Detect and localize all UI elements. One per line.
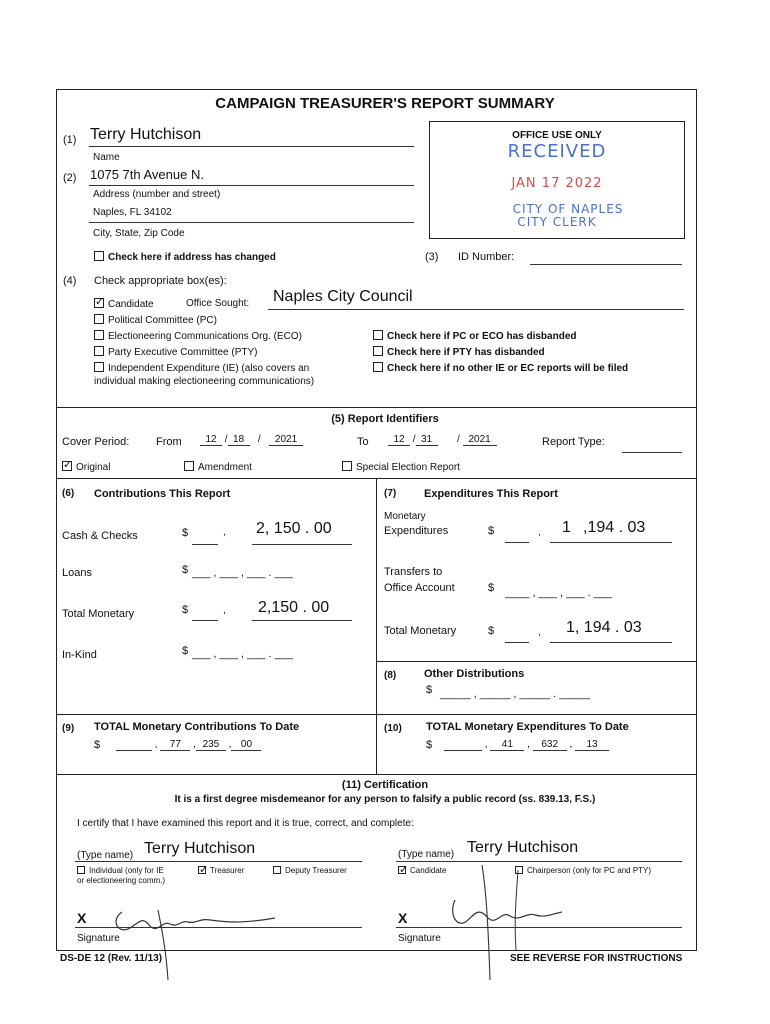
total-expenditures-value[interactable]: 1, 194 . 03 xyxy=(566,619,642,636)
other-distributions-field[interactable]: _____ , _____ , _____ . _____ xyxy=(440,688,590,700)
section-10-number: (10) xyxy=(384,723,402,734)
misdemeanor-warning: It is a first degree misdemeanor for any person to falsify a public record (ss. 839.13, F.S.) xyxy=(174,794,596,805)
office-sought-label: Office Sought: xyxy=(186,298,250,309)
date-slash: / xyxy=(224,434,228,445)
left-type-name-label: (Type name) xyxy=(77,850,134,861)
treasurer-signature-scribble xyxy=(100,890,380,990)
date-slash: / xyxy=(412,434,416,445)
deputy-treasurer-label: Deputy Treasurer xyxy=(285,866,347,875)
candidate-sign-label: Candidate xyxy=(410,866,447,875)
total-expenditures-to-date-currency: $ xyxy=(426,739,433,751)
total-expenditures-currency: $ xyxy=(488,625,495,637)
id-number-field[interactable] xyxy=(530,264,682,265)
loans-field[interactable]: ___ , ___ , ___ . ___ xyxy=(192,567,293,579)
contrib-to-date-thousands: 77 xyxy=(160,739,190,751)
report-type-label: Report Type: xyxy=(542,436,605,448)
address-value: 1075 7th Avenue N. xyxy=(90,167,204,182)
report-identifiers-title: (5) Report Identifiers xyxy=(331,413,439,425)
monetary-label: Monetary xyxy=(384,511,426,522)
expenditures-title: Expenditures This Report xyxy=(424,488,558,500)
candidate-name-value: Terry Hutchison xyxy=(90,126,202,143)
section-8-number: (8) xyxy=(384,670,397,681)
candidate-signature-scribble xyxy=(440,860,600,990)
form-title: CAMPAIGN TREASURER'S REPORT SUMMARY xyxy=(215,95,555,112)
section-7-number: (7) xyxy=(384,488,397,499)
original-label: Original xyxy=(76,462,111,473)
city-label: City, State, Zip Code xyxy=(93,228,185,239)
cash-checks-value[interactable]: 2, 150 . 00 xyxy=(256,520,332,537)
disband-pc-checkbox[interactable] xyxy=(373,330,577,342)
eco-checkbox[interactable] xyxy=(94,330,302,342)
exp-to-date-units: 632 xyxy=(533,739,567,751)
section-1-number: (1) xyxy=(63,134,77,146)
disband-pty-checkbox[interactable] xyxy=(373,346,545,358)
individual-checkbox[interactable] xyxy=(77,866,165,886)
from-date[interactable] xyxy=(200,434,303,446)
cash-checks-label: Cash & Checks xyxy=(62,530,138,542)
transfers-field[interactable]: ____ , ___ , ___ . ___ xyxy=(505,587,613,599)
total-contributions-value[interactable]: 2,150 . 00 xyxy=(258,599,330,616)
total-contributions-to-date-currency: $ xyxy=(94,739,101,751)
certify-statement: I certify that I have examined this report and it is true, correct, and complete: xyxy=(77,818,414,829)
contributions-title: Contributions This Report xyxy=(94,488,231,500)
ie-label-continued: individual making electioneering communications) xyxy=(94,376,315,387)
contrib-to-date-units: 235 xyxy=(196,739,226,751)
received-date-stamp: JAN 17 2022 xyxy=(511,176,603,191)
treasurer-name: Terry Hutchison xyxy=(144,840,256,857)
original-checkbox[interactable] xyxy=(62,461,110,473)
special-election-checkbox[interactable] xyxy=(342,461,460,473)
expenditures-label: Expenditures xyxy=(384,525,449,537)
in-kind-field[interactable]: ___ , ___ , ___ . ___ xyxy=(192,648,293,660)
section-2-number: (2) xyxy=(63,172,77,184)
total-contributions-to-date-title: TOTAL Monetary Contributions To Date xyxy=(94,721,300,733)
total-expenditures-to-date-value[interactable]: , 41 , 632 , 13 xyxy=(444,739,609,751)
date-slash: / xyxy=(457,434,460,445)
pty-checkbox[interactable] xyxy=(94,346,257,358)
left-signature-label: Signature xyxy=(77,933,120,944)
candidate-checkbox[interactable] xyxy=(94,298,154,310)
cash-checks-currency: $ xyxy=(182,527,189,539)
city-stamp-line-2: CITY CLERK xyxy=(517,215,597,229)
report-type-field[interactable] xyxy=(622,452,682,453)
total-contributions-to-date-value[interactable]: , 77 , 235 , 00 xyxy=(116,739,261,751)
cover-period-label: Cover Period: xyxy=(62,436,130,448)
from-day: 18 xyxy=(228,434,250,446)
transfers-label: Transfers to xyxy=(384,566,443,578)
individual-label-continued: or electioneering comm.) xyxy=(77,876,166,885)
amendment-checkbox[interactable] xyxy=(184,461,252,473)
amendment-label: Amendment xyxy=(198,462,252,473)
deputy-treasurer-checkbox[interactable] xyxy=(273,866,347,875)
to-label: To xyxy=(357,436,369,448)
total-expenditures-to-date-title: TOTAL Monetary Expenditures To Date xyxy=(426,721,629,733)
expenditures-currency: $ xyxy=(488,525,495,537)
in-kind-label: In-Kind xyxy=(62,649,97,661)
treasurer-label: Treasurer xyxy=(210,866,245,875)
right-signature-label: Signature xyxy=(398,933,441,944)
expenditures-value-thousands[interactable]: 1 xyxy=(562,519,571,536)
other-distributions-title: Other Distributions xyxy=(424,668,525,680)
office-sought-value: Naples City Council xyxy=(273,288,413,305)
address-changed-label: Check here if address has changed xyxy=(108,252,276,263)
expenditures-value[interactable]: ,194 . 03 xyxy=(583,519,646,536)
loans-label: Loans xyxy=(62,567,92,579)
left-signature-x: X xyxy=(77,910,87,926)
form-identifier: DS-DE 12 (Rev. 11/13) xyxy=(60,953,163,964)
no-other-ie-checkbox[interactable] xyxy=(373,362,628,374)
total-expenditures-label: Total Monetary xyxy=(384,625,457,637)
ie-checkbox[interactable] xyxy=(94,362,309,374)
to-year: 2021 xyxy=(463,434,497,446)
from-year: 2021 xyxy=(269,434,303,446)
disband-pty-label: Check here if PTY has disbanded xyxy=(387,347,545,358)
candidate-label: Candidate xyxy=(108,299,154,310)
other-distributions-currency: $ xyxy=(426,684,433,696)
pc-label: Political Committee (PC) xyxy=(108,315,217,326)
total-contributions-label: Total Monetary xyxy=(62,608,135,620)
pc-checkbox[interactable] xyxy=(94,314,217,326)
from-label: From xyxy=(156,436,182,448)
instructions-note: SEE REVERSE FOR INSTRUCTIONS xyxy=(510,953,683,964)
to-month: 12 xyxy=(388,434,410,446)
disband-pc-label: Check here if PC or ECO has disbanded xyxy=(387,331,577,342)
exp-to-date-thousands: 41 xyxy=(490,739,524,751)
no-other-ie-label: Check here if no other IE or EC reports will be filed xyxy=(387,363,629,374)
from-month: 12 xyxy=(200,434,222,446)
candidate-name-signature: Terry Hutchison xyxy=(467,839,579,856)
in-kind-currency: $ xyxy=(182,645,189,657)
exp-to-date-cents: 13 xyxy=(575,739,609,751)
section-9-number: (9) xyxy=(62,723,75,734)
check-boxes-label: Check appropriate box(es): xyxy=(94,275,227,287)
contrib-to-date-cents: 00 xyxy=(231,739,261,751)
city-stamp-line-1: CITY OF NAPLES xyxy=(512,202,624,216)
total-contributions-currency: $ xyxy=(182,604,189,616)
treasurer-checkbox[interactable] xyxy=(198,866,244,875)
id-number-label: ID Number: xyxy=(458,251,515,263)
pty-label: Party Executive Committee (PTY) xyxy=(108,347,258,358)
right-type-name-label: (Type name) xyxy=(398,849,455,860)
date-slash: / xyxy=(257,434,261,445)
to-date[interactable] xyxy=(388,434,497,446)
transfers-currency: $ xyxy=(488,582,495,594)
chairperson-label: Chairperson (only for PC and PTY) xyxy=(527,866,652,875)
section-4-number: (4) xyxy=(63,275,77,287)
city-value: Naples, FL 34102 xyxy=(93,207,172,218)
individual-label: Individual (only for IE xyxy=(89,866,164,875)
address-changed-checkbox[interactable] xyxy=(94,251,276,263)
section-6-number: (6) xyxy=(62,488,75,499)
to-day: 31 xyxy=(416,434,438,446)
right-signature-x: X xyxy=(398,910,408,926)
section-3-number: (3) xyxy=(425,251,439,263)
address-label: Address (number and street) xyxy=(93,189,221,200)
special-election-label: Special Election Report xyxy=(356,462,460,473)
certification-title: (11) Certification xyxy=(341,779,429,791)
loans-currency: $ xyxy=(182,564,189,576)
received-stamp: RECEIVED xyxy=(507,141,607,162)
office-account-label: Office Account xyxy=(384,582,455,594)
office-use-label: OFFICE USE ONLY xyxy=(512,130,602,141)
ie-label: Independent Expenditure (IE) (also covers an xyxy=(108,363,310,374)
eco-label: Electioneering Communications Org. (ECO) xyxy=(108,331,302,342)
name-label: Name xyxy=(93,152,120,163)
